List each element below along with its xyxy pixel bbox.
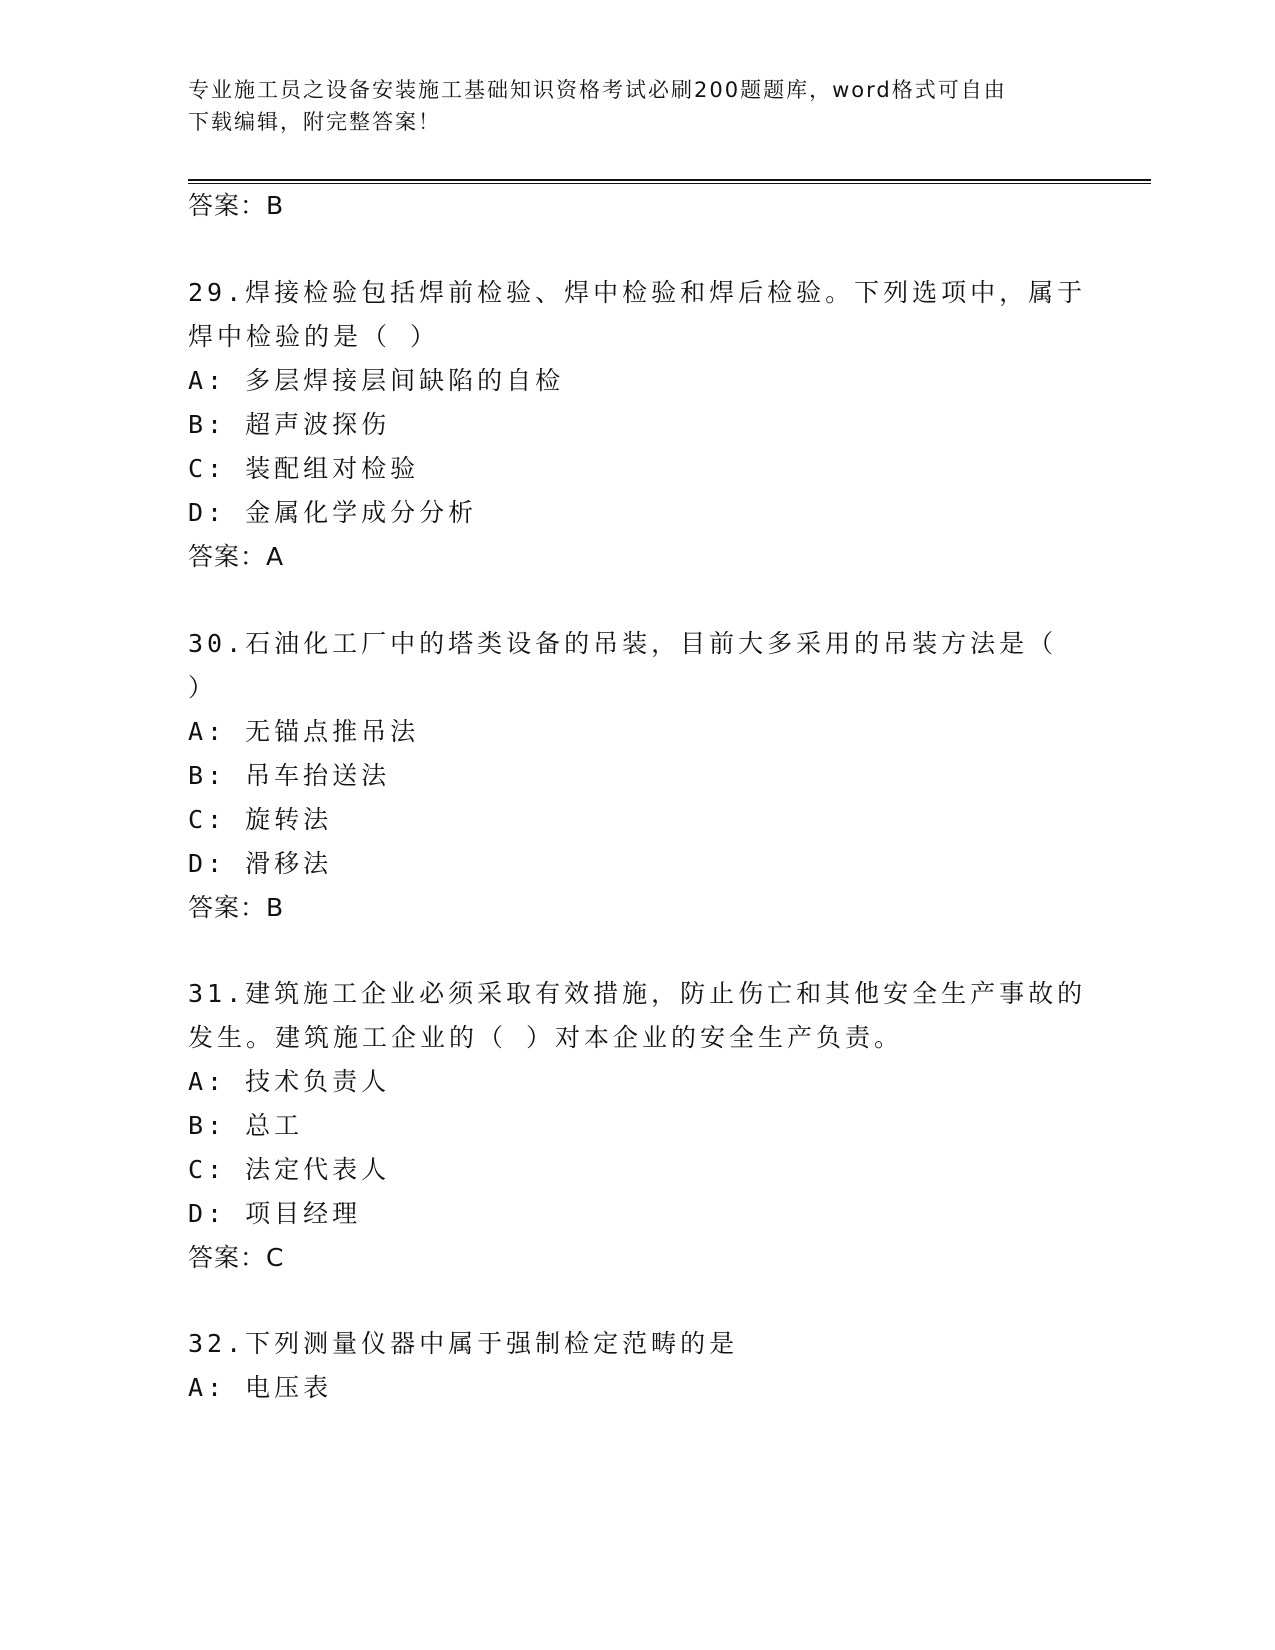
- question-31-stem-line-2: 发生。建筑施工企业的（ ）对本企业的安全生产负责。: [188, 1023, 904, 1052]
- question-29-option-a: A: 多层焊接层间缺陷的自检: [188, 366, 565, 395]
- question-31-option-b: B: 总工: [188, 1111, 304, 1140]
- question-31-option-d: D: 项目经理: [188, 1199, 362, 1228]
- previous-answer: 答案：B: [188, 191, 285, 220]
- question-31-answer: 答案：C: [188, 1243, 285, 1272]
- question-30-stem-line-2: ）: [188, 673, 218, 702]
- question-30-answer: 答案：B: [188, 893, 285, 922]
- header-divider-thick: [188, 179, 1151, 181]
- question-29-answer: 答案：A: [188, 542, 285, 571]
- question-30-stem-line-1: 30.石油化工厂中的塔类设备的吊装，目前大多采用的吊装方法是（: [188, 629, 1058, 658]
- question-29-stem-line-1: 29.焊接检验包括焊前检验、焊中检验和焊后检验。下列选项中，属于: [188, 278, 1087, 307]
- question-30-option-a: A: 无锚点推吊法: [188, 717, 420, 746]
- header-divider-thin: [188, 183, 1151, 184]
- document-header: [188, 74, 1088, 138]
- header-line-2: 下载编辑，附完整答案！: [188, 110, 441, 134]
- question-32-stem-line-1: 32.下列测量仪器中属于强制检定范畴的是: [188, 1329, 739, 1358]
- question-31-option-a: A: 技术负责人: [188, 1067, 391, 1096]
- question-29-option-c: C: 装配组对检验: [188, 454, 420, 483]
- question-30-option-c: C: 旋转法: [188, 805, 333, 834]
- header-line-1: 专业施工员之设备安装施工基础知识资格考试必刷200题题库，word格式可自由: [188, 78, 1007, 102]
- question-29-option-d: D: 金属化学成分分析: [188, 498, 478, 527]
- question-32-option-a: A: 电压表: [188, 1373, 333, 1402]
- question-29-stem-line-2: 焊中检验的是（ ）: [188, 322, 440, 351]
- question-30-option-d: D: 滑移法: [188, 849, 333, 878]
- question-29-option-b: B: 超声波探伤: [188, 410, 391, 439]
- question-30-option-b: B: 吊车抬送法: [188, 761, 391, 790]
- question-31-stem-line-1: 31.建筑施工企业必须采取有效措施，防止伤亡和其他安全生产事故的: [188, 979, 1087, 1008]
- question-31-option-c: C: 法定代表人: [188, 1155, 391, 1184]
